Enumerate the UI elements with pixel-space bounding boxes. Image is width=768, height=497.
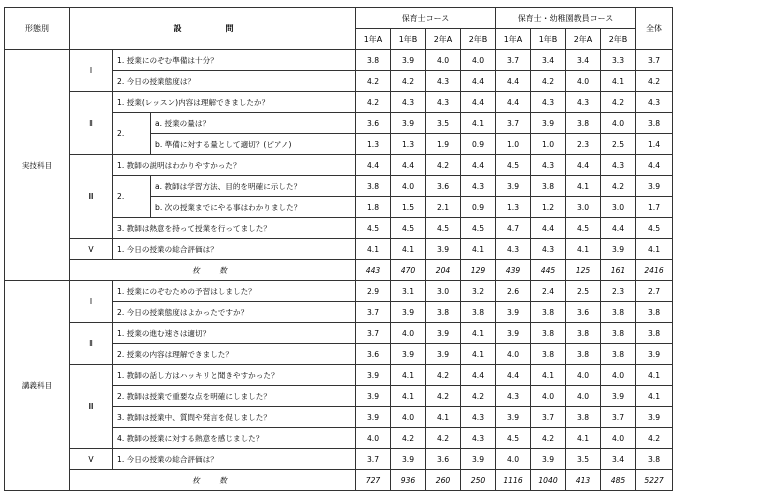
value-cell: 3.5 xyxy=(426,113,461,134)
total-cell: 129 xyxy=(461,260,496,281)
value-cell: 3.9 xyxy=(636,344,673,365)
class-header: 2年A xyxy=(566,29,601,50)
value-cell: 3.9 xyxy=(636,407,673,428)
value-cell: 4.3 xyxy=(531,155,566,176)
value-cell: 3.4 xyxy=(601,449,636,470)
table-row xyxy=(5,449,673,470)
value-cell: 1.0 xyxy=(531,134,566,155)
value-cell: 4.4 xyxy=(496,92,531,113)
question-cell: a. 教師は学習方法、目的を明確に示した？ xyxy=(151,176,356,197)
value-cell: 3.9 xyxy=(496,407,531,428)
value-cell: 4.1 xyxy=(566,239,601,260)
total-cell: 443 xyxy=(356,260,391,281)
value-cell: 2.9 xyxy=(356,281,391,302)
class-header: 2年A xyxy=(426,29,461,50)
value-cell: 3.9 xyxy=(426,323,461,344)
value-cell: 3.5 xyxy=(566,449,601,470)
value-cell: 4.2 xyxy=(636,71,673,92)
value-cell: 3.9 xyxy=(391,113,426,134)
value-cell: 3.7 xyxy=(601,407,636,428)
question-cell: 1. 今日の授業の総合評価は？ xyxy=(113,449,356,470)
total-cell: 445 xyxy=(531,260,566,281)
value-cell: 3.0 xyxy=(566,197,601,218)
value-cell: 4.0 xyxy=(566,365,601,386)
value-cell: 2.5 xyxy=(601,134,636,155)
value-cell: 3.7 xyxy=(496,113,531,134)
value-cell: 3.6 xyxy=(566,302,601,323)
value-cell: 3.7 xyxy=(496,50,531,71)
value-cell: 4.1 xyxy=(461,344,496,365)
group-label: Ⅲ xyxy=(70,155,113,239)
value-cell: 4.3 xyxy=(531,239,566,260)
class-header: 1年A xyxy=(356,29,391,50)
section-label-lecture: 講義科目 xyxy=(5,281,70,491)
form-header: 形態別 xyxy=(5,8,70,50)
value-cell: 4.4 xyxy=(636,155,673,176)
value-cell: 3.7 xyxy=(636,50,673,71)
value-cell: 4.3 xyxy=(636,92,673,113)
value-cell: 4.4 xyxy=(496,365,531,386)
value-cell: 4.4 xyxy=(461,71,496,92)
value-cell: 3.8 xyxy=(531,344,566,365)
table-row xyxy=(5,239,673,260)
value-cell: 4.5 xyxy=(391,218,426,239)
value-cell: 3.9 xyxy=(601,239,636,260)
value-cell: 4.3 xyxy=(531,92,566,113)
value-cell: 3.0 xyxy=(601,197,636,218)
value-cell: 3.8 xyxy=(356,176,391,197)
value-cell: 4.1 xyxy=(461,323,496,344)
question-cell: 2. 今日の授業態度はよかったですか？ xyxy=(113,302,356,323)
value-cell: 4.0 xyxy=(356,428,391,449)
value-cell: 4.4 xyxy=(601,218,636,239)
question-cell: 4. 教師の授業に対する熱意を感じました？ xyxy=(113,428,356,449)
value-cell: 4.1 xyxy=(356,239,391,260)
question-cell: 1. 授業の進む速さは適切？ xyxy=(113,323,356,344)
course1-header: 保育士コース xyxy=(356,8,496,29)
value-cell: 3.7 xyxy=(356,449,391,470)
value-cell: 3.9 xyxy=(356,407,391,428)
value-cell: 2.3 xyxy=(566,134,601,155)
value-cell: 3.7 xyxy=(356,302,391,323)
group-label: Ⅴ xyxy=(70,239,113,260)
value-cell: 4.0 xyxy=(601,428,636,449)
question-cell: 1. 教師の説明はわかりやすかった？ xyxy=(113,155,356,176)
value-cell: 4.0 xyxy=(391,407,426,428)
value-cell: 2.5 xyxy=(566,281,601,302)
table-row xyxy=(5,365,673,386)
total-cell: 1116 xyxy=(496,470,531,491)
table-row xyxy=(5,323,673,344)
total-row xyxy=(5,470,673,491)
value-cell: 4.3 xyxy=(426,92,461,113)
value-cell: 4.2 xyxy=(356,71,391,92)
group-label: Ⅱ xyxy=(70,323,113,365)
value-cell: 4.1 xyxy=(566,176,601,197)
total-cell: 485 xyxy=(601,470,636,491)
value-cell: 3.6 xyxy=(426,449,461,470)
value-cell: 4.2 xyxy=(426,428,461,449)
value-cell: 0.9 xyxy=(461,134,496,155)
total-cell: 5227 xyxy=(636,470,673,491)
subgroup-label: 2. xyxy=(113,113,151,155)
class-header: 2年B xyxy=(601,29,636,50)
value-cell: 3.8 xyxy=(636,113,673,134)
value-cell: 4.5 xyxy=(356,218,391,239)
value-cell: 4.1 xyxy=(461,239,496,260)
value-cell: 3.8 xyxy=(566,407,601,428)
value-cell: 4.2 xyxy=(356,92,391,113)
value-cell: 4.0 xyxy=(496,449,531,470)
value-cell: 3.4 xyxy=(566,50,601,71)
question-cell: 2. 教師は授業で重要な点を明確にしました？ xyxy=(113,386,356,407)
total-cell: 161 xyxy=(601,260,636,281)
value-cell: 3.9 xyxy=(531,113,566,134)
question-cell: 1. 教師の話し方はハッキリと聞きやすかった？ xyxy=(113,365,356,386)
value-cell: 4.3 xyxy=(496,386,531,407)
value-cell: 3.9 xyxy=(391,344,426,365)
value-cell: 3.9 xyxy=(531,449,566,470)
table-body xyxy=(5,8,673,491)
value-cell: 2.3 xyxy=(601,281,636,302)
question-header: 設 問 xyxy=(70,8,356,50)
table-row xyxy=(5,50,673,71)
value-cell: 3.9 xyxy=(391,302,426,323)
course2-header: 保育士・幼稚園教員コース xyxy=(496,8,636,29)
value-cell: 3.9 xyxy=(426,239,461,260)
value-cell: 3.9 xyxy=(391,50,426,71)
value-cell: 3.8 xyxy=(636,449,673,470)
value-cell: 3.8 xyxy=(531,302,566,323)
value-cell: 4.2 xyxy=(391,428,426,449)
value-cell: 4.2 xyxy=(531,71,566,92)
value-cell: 4.0 xyxy=(426,50,461,71)
total-cell: 727 xyxy=(356,470,391,491)
value-cell: 4.4 xyxy=(461,365,496,386)
value-cell: 4.2 xyxy=(426,365,461,386)
value-cell: 0.9 xyxy=(461,197,496,218)
value-cell: 4.3 xyxy=(461,428,496,449)
value-cell: 3.8 xyxy=(636,302,673,323)
value-cell: 4.3 xyxy=(496,239,531,260)
value-cell: 4.2 xyxy=(426,386,461,407)
value-cell: 3.7 xyxy=(356,323,391,344)
value-cell: 3.8 xyxy=(566,344,601,365)
value-cell: 3.9 xyxy=(496,176,531,197)
question-cell: 3. 教師は授業中、質問や発言を促しました？ xyxy=(113,407,356,428)
total-cell: 413 xyxy=(566,470,601,491)
value-cell: 4.1 xyxy=(566,428,601,449)
total-cell: 125 xyxy=(566,260,601,281)
value-cell: 4.2 xyxy=(461,386,496,407)
value-cell: 1.3 xyxy=(391,134,426,155)
value-cell: 1.7 xyxy=(636,197,673,218)
value-cell: 3.8 xyxy=(426,302,461,323)
total-label: 枚 数 xyxy=(70,260,356,281)
value-cell: 2.4 xyxy=(531,281,566,302)
value-cell: 3.9 xyxy=(496,302,531,323)
group-label: Ⅱ xyxy=(70,92,113,155)
value-cell: 4.3 xyxy=(601,155,636,176)
value-cell: 3.7 xyxy=(531,407,566,428)
value-cell: 4.5 xyxy=(426,218,461,239)
value-cell: 4.1 xyxy=(636,365,673,386)
value-cell: 3.8 xyxy=(636,323,673,344)
value-cell: 4.1 xyxy=(391,239,426,260)
question-cell: 2. 今日の授業態度は？ xyxy=(113,71,356,92)
value-cell: 3.6 xyxy=(356,113,391,134)
value-cell: 3.9 xyxy=(356,365,391,386)
value-cell: 4.0 xyxy=(566,386,601,407)
table-row xyxy=(5,281,673,302)
table-row xyxy=(5,155,673,176)
value-cell: 3.8 xyxy=(601,302,636,323)
value-cell: 3.3 xyxy=(601,50,636,71)
value-cell: 4.3 xyxy=(566,92,601,113)
survey-results-table xyxy=(4,7,673,491)
class-header: 1年A xyxy=(496,29,531,50)
value-cell: 4.0 xyxy=(531,386,566,407)
value-cell: 4.2 xyxy=(601,176,636,197)
total-row xyxy=(5,260,673,281)
value-cell: 3.9 xyxy=(356,386,391,407)
value-cell: 3.8 xyxy=(566,323,601,344)
total-cell: 439 xyxy=(496,260,531,281)
question-cell: b. 準備に対する量として適切？(ピアノ) xyxy=(151,134,356,155)
subgroup-label: 2. xyxy=(113,176,151,218)
class-header: 1年B xyxy=(531,29,566,50)
value-cell: 4.1 xyxy=(601,71,636,92)
survey-table-wrapper xyxy=(4,7,673,491)
question-cell: 1. 授業(レッスン)内容は理解できましたか？ xyxy=(113,92,356,113)
table-row xyxy=(5,92,673,113)
class-header: 1年B xyxy=(391,29,426,50)
value-cell: 4.0 xyxy=(391,323,426,344)
question-cell: 3. 教師は熱意を持って授業を行ってました？ xyxy=(113,218,356,239)
value-cell: 1.5 xyxy=(391,197,426,218)
value-cell: 3.8 xyxy=(531,323,566,344)
section-label-practical: 実技科目 xyxy=(5,50,70,281)
value-cell: 3.8 xyxy=(356,50,391,71)
value-cell: 4.4 xyxy=(566,155,601,176)
value-cell: 3.8 xyxy=(461,302,496,323)
value-cell: 4.4 xyxy=(461,92,496,113)
value-cell: 3.8 xyxy=(566,113,601,134)
value-cell: 4.3 xyxy=(461,176,496,197)
value-cell: 2.7 xyxy=(636,281,673,302)
value-cell: 4.0 xyxy=(391,176,426,197)
value-cell: 3.9 xyxy=(601,386,636,407)
value-cell: 4.3 xyxy=(426,71,461,92)
value-cell: 3.6 xyxy=(426,176,461,197)
value-cell: 1.0 xyxy=(496,134,531,155)
value-cell: 2.1 xyxy=(426,197,461,218)
value-cell: 3.8 xyxy=(531,176,566,197)
value-cell: 4.5 xyxy=(461,218,496,239)
question-cell: a. 授業の量は？ xyxy=(151,113,356,134)
question-cell: b. 次の授業までにやる事はわかりました？ xyxy=(151,197,356,218)
value-cell: 4.0 xyxy=(496,344,531,365)
value-cell: 4.5 xyxy=(566,218,601,239)
value-cell: 1.3 xyxy=(356,134,391,155)
value-cell: 4.4 xyxy=(531,218,566,239)
value-cell: 3.8 xyxy=(601,323,636,344)
value-cell: 4.2 xyxy=(531,428,566,449)
value-cell: 4.3 xyxy=(391,92,426,113)
value-cell: 4.1 xyxy=(391,386,426,407)
value-cell: 4.0 xyxy=(461,50,496,71)
value-cell: 1.4 xyxy=(636,134,673,155)
value-cell: 3.0 xyxy=(426,281,461,302)
group-label: Ⅰ xyxy=(70,281,113,323)
value-cell: 1.9 xyxy=(426,134,461,155)
value-cell: 3.9 xyxy=(636,176,673,197)
value-cell: 3.9 xyxy=(426,344,461,365)
header-row-1 xyxy=(5,8,673,29)
total-cell: 204 xyxy=(426,260,461,281)
value-cell: 4.5 xyxy=(496,155,531,176)
value-cell: 3.4 xyxy=(531,50,566,71)
overall-header: 全体 xyxy=(636,8,673,50)
value-cell: 4.2 xyxy=(391,71,426,92)
value-cell: 4.3 xyxy=(461,407,496,428)
question-cell: 1. 授業にのぞむための予習はしました？ xyxy=(113,281,356,302)
value-cell: 3.8 xyxy=(601,344,636,365)
value-cell: 4.4 xyxy=(496,71,531,92)
value-cell: 4.5 xyxy=(636,218,673,239)
value-cell: 2.6 xyxy=(496,281,531,302)
value-cell: 1.2 xyxy=(531,197,566,218)
value-cell: 4.1 xyxy=(636,239,673,260)
value-cell: 4.7 xyxy=(496,218,531,239)
value-cell: 4.4 xyxy=(391,155,426,176)
total-cell: 260 xyxy=(426,470,461,491)
value-cell: 4.5 xyxy=(496,428,531,449)
total-cell: 936 xyxy=(391,470,426,491)
value-cell: 4.1 xyxy=(531,365,566,386)
total-label: 枚 数 xyxy=(70,470,356,491)
total-cell: 250 xyxy=(461,470,496,491)
value-cell: 4.0 xyxy=(601,365,636,386)
value-cell: 3.6 xyxy=(356,344,391,365)
group-label: Ⅴ xyxy=(70,449,113,470)
value-cell: 3.9 xyxy=(496,323,531,344)
value-cell: 1.8 xyxy=(356,197,391,218)
value-cell: 4.4 xyxy=(356,155,391,176)
value-cell: 3.9 xyxy=(461,449,496,470)
value-cell: 4.0 xyxy=(566,71,601,92)
value-cell: 1.3 xyxy=(496,197,531,218)
value-cell: 4.1 xyxy=(461,113,496,134)
group-label: Ⅲ xyxy=(70,365,113,449)
value-cell: 4.4 xyxy=(461,155,496,176)
question-cell: 2. 授業の内容は理解できました？ xyxy=(113,344,356,365)
total-cell: 1040 xyxy=(531,470,566,491)
total-cell: 470 xyxy=(391,260,426,281)
value-cell: 4.1 xyxy=(426,407,461,428)
value-cell: 4.0 xyxy=(601,113,636,134)
question-cell: 1. 今日の授業の総合評価は？ xyxy=(113,239,356,260)
value-cell: 4.1 xyxy=(636,386,673,407)
value-cell: 3.9 xyxy=(391,449,426,470)
value-cell: 4.2 xyxy=(601,92,636,113)
group-label: Ⅰ xyxy=(70,50,113,92)
question-cell: 1. 授業にのぞむ準備は十分？ xyxy=(113,50,356,71)
total-cell: 2416 xyxy=(636,260,673,281)
value-cell: 4.1 xyxy=(391,365,426,386)
value-cell: 4.2 xyxy=(426,155,461,176)
value-cell: 3.2 xyxy=(461,281,496,302)
value-cell: 4.2 xyxy=(636,428,673,449)
value-cell: 3.1 xyxy=(391,281,426,302)
class-header: 2年B xyxy=(461,29,496,50)
